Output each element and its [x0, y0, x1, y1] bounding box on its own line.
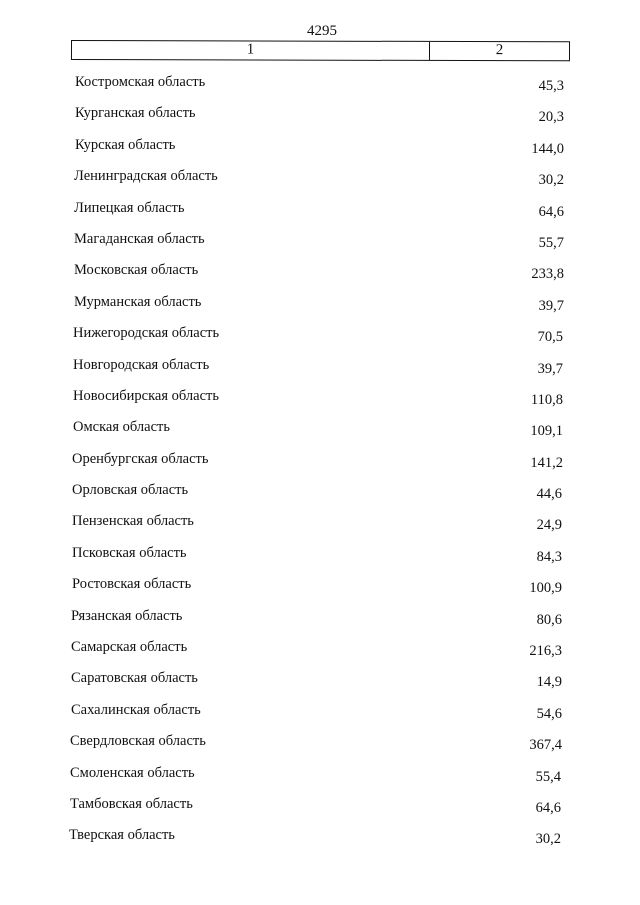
- region-name: Новосибирская область: [73, 387, 219, 404]
- region-value: 141,2: [530, 454, 563, 471]
- table-row: [0, 604, 640, 635]
- region-value: 144,0: [531, 140, 564, 157]
- table-row: [0, 635, 640, 666]
- region-name: Сахалинская область: [71, 701, 201, 718]
- table-row: [0, 823, 640, 854]
- region-name: Саратовская область: [71, 670, 198, 687]
- region-name: Московская область: [74, 262, 199, 279]
- region-value: 110,8: [530, 391, 563, 408]
- table-row: [0, 353, 640, 384]
- table-row: [0, 729, 640, 760]
- region-name: Ростовская область: [72, 576, 192, 593]
- region-name: Самарская область: [71, 639, 188, 656]
- header-cell-region: 1: [72, 41, 430, 60]
- region-value: 55,4: [535, 768, 561, 785]
- region-value: 216,3: [529, 643, 562, 660]
- region-name: Рязанская область: [71, 607, 183, 624]
- table-row: [0, 666, 640, 697]
- region-value: 14,9: [536, 674, 562, 691]
- region-name: Орловская область: [72, 482, 189, 499]
- region-name: Липецкая область: [74, 199, 185, 216]
- region-name: Тверская область: [69, 827, 175, 844]
- table-row: [0, 321, 640, 352]
- table-row: [0, 70, 640, 101]
- region-value: 54,6: [536, 705, 562, 722]
- table-row: [0, 572, 640, 603]
- region-value: 70,5: [537, 329, 563, 346]
- table-row: [0, 509, 640, 540]
- region-value: 64,6: [535, 799, 561, 816]
- table-row: [0, 792, 640, 823]
- region-name: Свердловская область: [70, 733, 206, 750]
- region-name: Пензенская область: [72, 513, 194, 530]
- table-row: [0, 415, 640, 446]
- region-name: Омская область: [73, 419, 170, 436]
- region-name: Псковская область: [72, 544, 187, 561]
- table-row: [0, 478, 640, 509]
- page-number: 4295: [307, 23, 337, 39]
- table-row: [0, 133, 640, 164]
- region-name: Магаданская область: [74, 230, 205, 247]
- region-value: 30,2: [538, 172, 564, 189]
- table-row: [0, 541, 640, 572]
- table-row: [0, 290, 640, 321]
- table-row: [0, 258, 640, 289]
- table-body: [0, 70, 640, 855]
- table-row: [0, 384, 640, 415]
- region-value: 109,1: [530, 423, 563, 440]
- region-value: 84,3: [536, 548, 562, 565]
- region-name: Новгородская область: [73, 356, 210, 373]
- table-row: [0, 447, 640, 478]
- region-value: 45,3: [538, 78, 564, 94]
- table-row: [0, 196, 640, 227]
- region-value: 100,9: [529, 580, 562, 597]
- region-name: Мурманская область: [74, 293, 202, 310]
- region-name: Курганская область: [75, 105, 196, 122]
- region-name: Оренбургская область: [72, 450, 209, 467]
- region-value: 367,4: [529, 737, 562, 754]
- region-name: Курская область: [75, 136, 176, 153]
- table-row: [0, 227, 640, 258]
- region-value: 55,7: [538, 234, 564, 251]
- region-value: 39,7: [537, 360, 563, 377]
- table-row: [0, 101, 640, 132]
- region-value: 80,6: [536, 611, 562, 628]
- region-name: Тамбовская область: [70, 795, 193, 812]
- table-row: [0, 164, 640, 195]
- region-name: Смоленская область: [70, 764, 195, 781]
- header-cell-value: 2: [495, 42, 504, 59]
- region-value: 39,7: [538, 297, 564, 314]
- table-header: [71, 40, 570, 61]
- region-value: 30,2: [535, 831, 561, 848]
- region-value: 233,8: [531, 266, 564, 283]
- region-value: 24,9: [536, 517, 562, 534]
- region-name: Ленинградская область: [74, 168, 218, 185]
- table-row: [0, 698, 640, 729]
- region-name: Костромская область: [75, 74, 206, 90]
- region-value: 20,3: [538, 109, 564, 126]
- table-row: [0, 761, 640, 792]
- region-name: Нижегородская область: [73, 325, 220, 342]
- region-value: 64,6: [538, 203, 564, 220]
- region-value: 44,6: [536, 486, 562, 503]
